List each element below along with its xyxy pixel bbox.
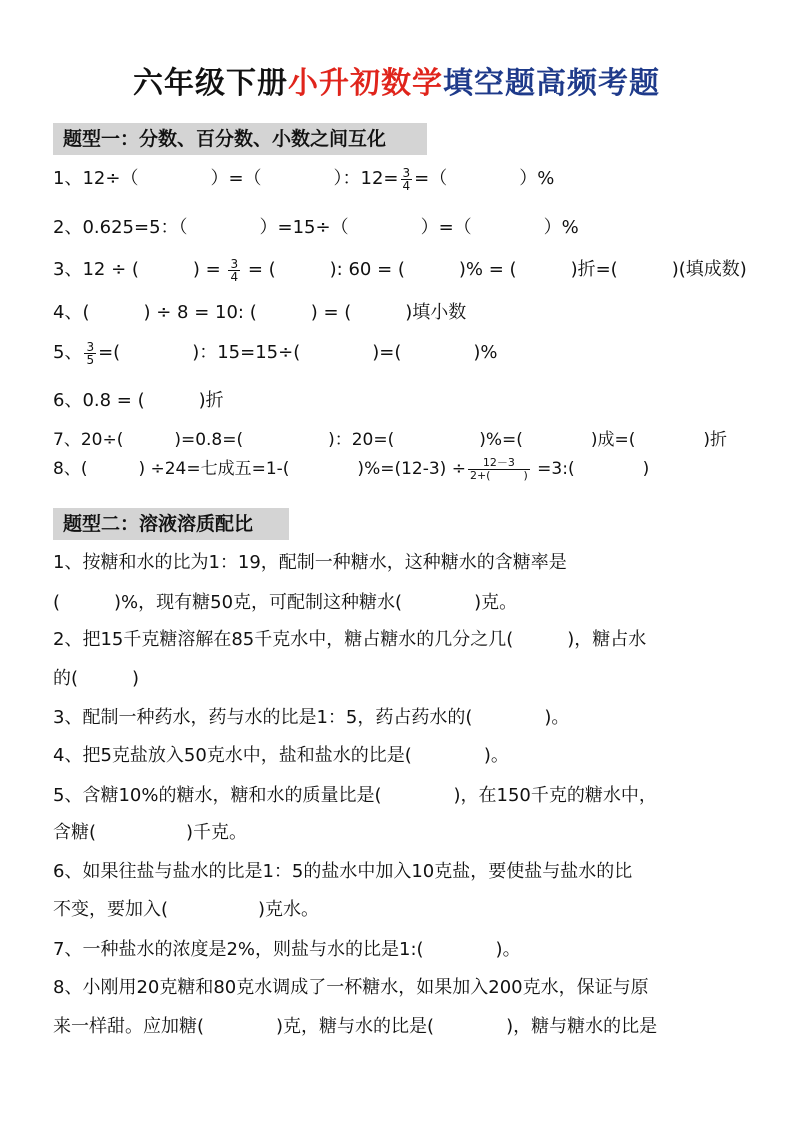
- question-2-line: 5、含糖10%的糖水，糖和水的质量比是( )，在150千克的糖水中，: [53, 785, 657, 806]
- question-2-line: 不变，要加入( )克水。: [53, 899, 320, 920]
- question-2-line: 7、一种盐水的浓度是2%，则盐与水的比是1:( )。: [53, 939, 521, 960]
- question-2-line: 2、把15千克糖溶解在85千克水中，糖占糖水的几分之几( )，糖占水: [53, 629, 647, 650]
- fraction: $\frac{3}{5}$: [86, 339, 95, 367]
- fraction: $\frac{3}{4}$: [402, 165, 411, 193]
- title-grade: 六年级下册: [133, 66, 288, 101]
- question-1-1: 1、12÷（ ）=（ ）：12= $\frac{3}{4}$ =（ ）%: [53, 165, 555, 193]
- question-2-line: 含糖( )千克。: [53, 822, 248, 843]
- section-heading-2: 题型二：溶液溶质配比: [53, 508, 289, 540]
- question-2-line: 来一样甜。应加糖( )克，糖与水的比是( )，糖与糖水的比是: [53, 1016, 658, 1037]
- question-2-line: 1、按糖和水的比为1：19，配制一种糖水，这种糖水的含糖率是: [53, 552, 567, 573]
- fraction: $\frac{12-3}{2+( )}$: [469, 455, 528, 482]
- question-2-line: 3、配制一种药水，药与水的比是1：5，药占药水的( )。: [53, 707, 570, 728]
- page-title: [0, 58, 793, 102]
- fraction: $\frac{3}{4}$: [230, 256, 239, 284]
- title-topic: 填空题高频考题: [443, 66, 660, 101]
- question-1-7: 7、20÷( )=0.8=( )：20=( )%=( )成=( )折: [53, 430, 728, 450]
- question-1-6: 6、0.8 = ( )折: [53, 390, 224, 411]
- question-2-line: ( )%，现有糖50克，可配制这种糖水( )克。: [53, 592, 518, 613]
- question-1-5: 5、 $\frac{3}{5}$ =( )：15=15÷( )=( )%: [53, 339, 498, 367]
- question-1-4: 4、( ) ÷ 8 = 10: ( ) = ( )填小数: [53, 302, 467, 323]
- section-heading-1: 题型一：分数、百分数、小数之间互化: [53, 123, 427, 155]
- question-1-2: 2、0.625=5：（ ）=15÷（ ）=（ ）%: [53, 217, 579, 238]
- title-subject: 小升初数学: [288, 66, 443, 101]
- question-2-line: 8、小刚用20克糖和80克水调成了一杯糖水，如果加入200克水，保证与原: [53, 977, 649, 998]
- question-2-line: 4、把5克盐放入50克水中，盐和盐水的比是( )。: [53, 745, 509, 766]
- question-1-3: 3、12 ÷ ( ) = $\frac{3}{4}$ = ( ): 60 = ( )% = ( )折=( )(填成数): [53, 256, 747, 284]
- question-2-line: 6、如果往盐与盐水的比是1：5的盐水中加入10克盐，要使盐与盐水的比: [53, 861, 633, 882]
- question-1-8: 8、( ) ÷24=七成五=1-( )%=(12-3) ÷ $\frac{12-3}{2+( )}$ =3:( ): [53, 455, 650, 482]
- question-2-line: 的( ): [53, 668, 140, 689]
